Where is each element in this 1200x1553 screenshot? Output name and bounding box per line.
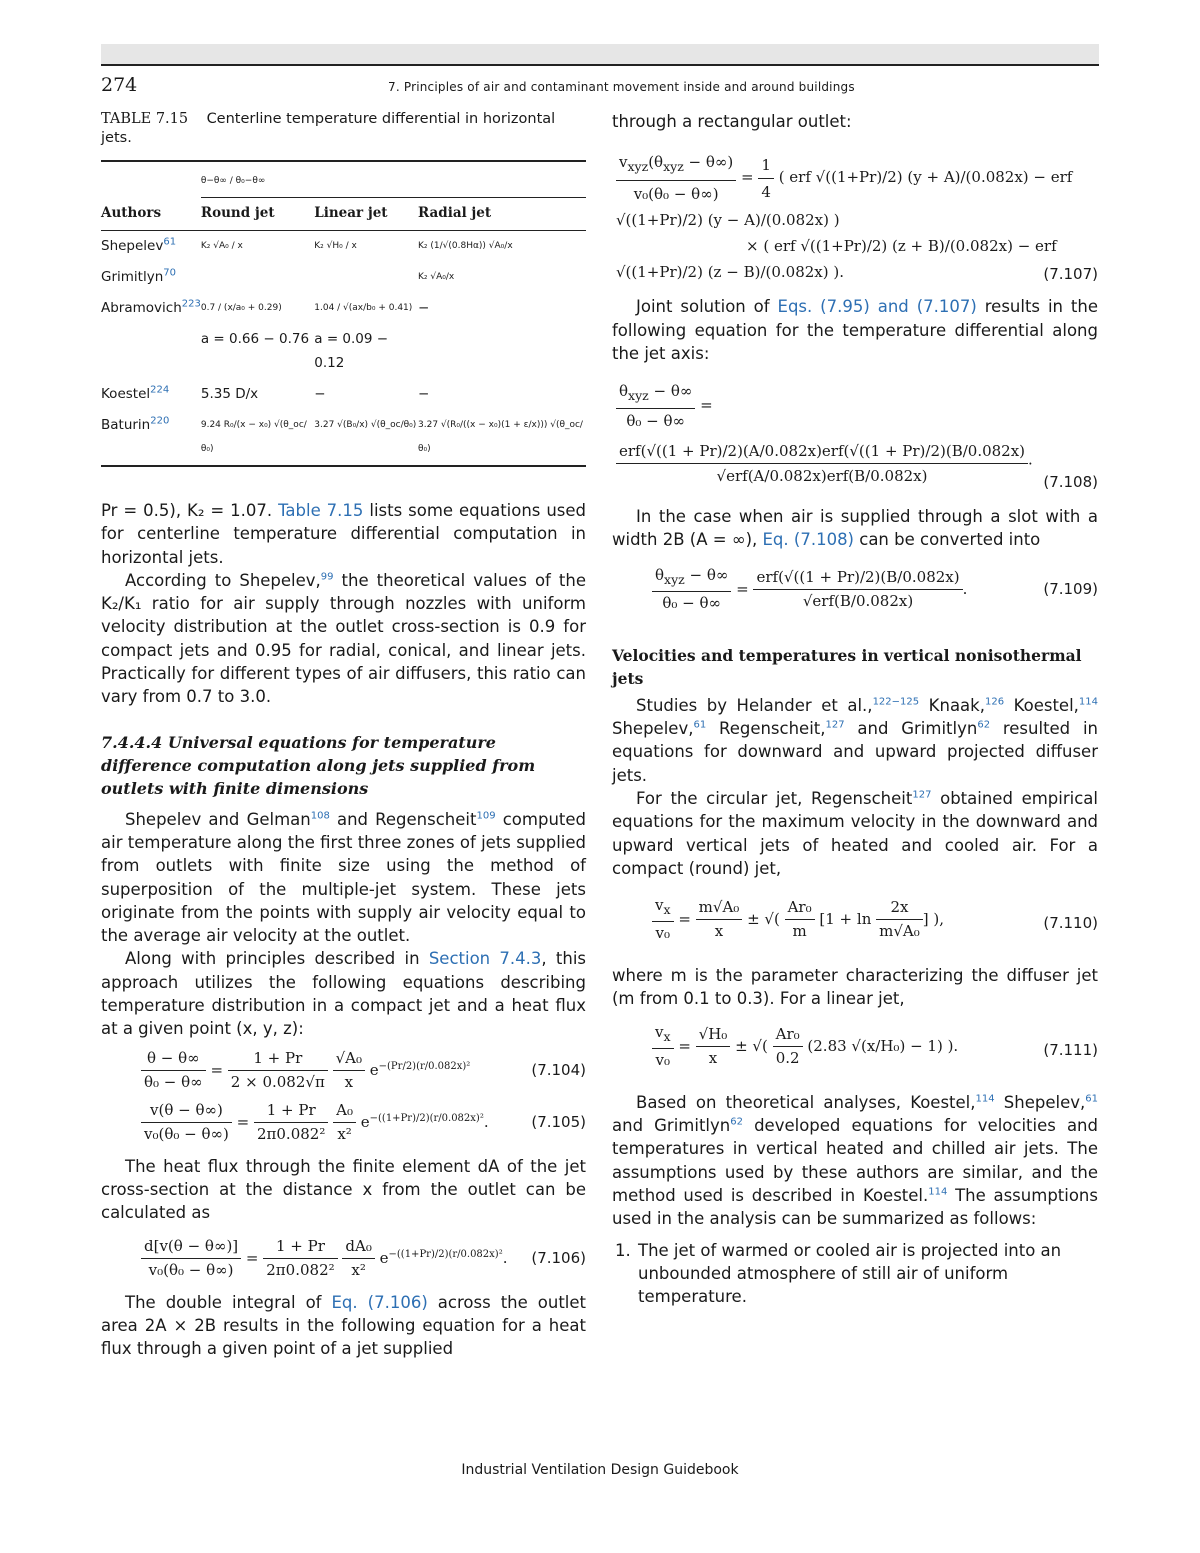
table-row: Baturin$^{220}$ 9.24 R₀/(x − x₀) √(θ_oc/θ₀) 3.27 √(B₀/x) √(θ_oc/θ₀) 3.27 √(R₀/((x − x₀)(1 + ε/x))) √(θ_oc/θ₀) xyxy=(101,410,586,466)
equation-link[interactable]: Eqs. (7.95) and (7.107) xyxy=(777,297,977,317)
paragraph: Based on theoretical analyses, Koestel,$^{114}$ Shepelev,$^{61}$ and Grimitlyn$^{62}$ developed equations for velocities and temperatures in vertical heated and chilled air jets. The assumptions used by these authors are similar, and the method used is described in Koestel.$^{114}$ The assumptions used in the analysis can be summarized as follows: xyxy=(612,1092,1098,1229)
equation-7-107: $\frac{v_{xyz}(\theta_{xyz} - \theta\infty)}{\text{v₀(θ₀ − θ∞)}}$ = $\frac{1}{4}$ ( erf √((1+Pr)/2) (y + A)/(0.082x) − erf √((1+Pr)/2) (y − A)/(0.082x) ) × ( erf √((1+Pr)/2) (z + B)/(0.082x) − erf √((1+Pr)/2) (z − B)/(0.082x) ). (7.107) xyxy=(612,139,1098,289)
table-7-15 xyxy=(101,160,586,467)
page-footer: Industrial Ventilation Design Guidebook xyxy=(461,1462,739,1478)
section-link[interactable]: Section 7.4.3 xyxy=(428,949,542,969)
paragraph: Shepelev and Gelman$^{108}$ and Regenscheit$^{109}$ computed air temperature along the first three zones of jets supplied from outlets with finite size using the method of superposition of the multiple-jet system. These jets originate from the points with supply air velocity equal to the average air velocity at the outlet. xyxy=(101,809,587,946)
page-number: 274 xyxy=(101,74,138,96)
table-caption xyxy=(101,110,586,148)
equation-link[interactable]: Eq. (7.108) xyxy=(762,530,854,550)
paragraph: Joint solution of Eqs. (7.95) and (7.107) results in the following equation for the temperature differential along the jet axis: xyxy=(612,297,1098,363)
col-round-jet: Round jet xyxy=(201,198,314,230)
table-row: a = 0.66 − 0.76 a = 0.09 − 0.12 xyxy=(200,331,389,371)
paragraph: According to Shepelev,$^{99}$ the theoretical values of the K₂/K₁ ratio for air supply through nozzles with uniform velocity distribution at the outlet cross-section is 0.9 for compact jets and 0.95 for radial, conical, and linear jets. Practically for different types of air diffusers, this ratio can vary from 0.7 to 3.0. xyxy=(101,570,586,707)
col-authors: Authors xyxy=(101,205,162,222)
subsection-heading: Velocities and temperatures in vertical nonisothermal jets xyxy=(612,645,1082,688)
table-caption-text: Centerline temperature differential in horizontal jets. xyxy=(101,111,556,146)
right-column xyxy=(612,110,1098,1308)
table-row: Abramovich$^{223}$ 0.7 / (x/a₀ + 0.29) 1.04 / √(ax/b₀ + 0.41) − xyxy=(101,298,430,317)
table-row: Koestel$^{224}$ 5.35 D/x − − xyxy=(101,384,430,403)
equation-link[interactable]: Eq. (7.106) xyxy=(331,1292,428,1312)
paragraph: Studies by Helander et al.,$^{122-125}$ Knaak,$^{126}$ Koestel,$^{114}$ Shepelev,$^{61}$ Regenscheit,$^{127}$ and Grimitlyn$^{62}$ resulted in equations for downward and upward projected diffuser jets. xyxy=(612,695,1099,785)
table-row: Shepelev$^{61}$ K₂ √A₀ / x K₂ √H₀ / x K₂ (1/√(0.8Hα)) √A₀/x xyxy=(101,230,586,262)
paragraph: through a rectangular outlet: xyxy=(612,112,852,131)
equation-7-108: $\frac{\theta_{xyz} - \theta\infty}{\text{θ₀ − θ∞}}$ = $\frac{\text{erf(√((1 + Pr)/2)(A/0.082x)erf(√((1 + Pr)/2)(B/0.082x)}}{\text{√erf(A/0.082x)erf(B/0.082x)}}$ . (7.108) xyxy=(612,371,1098,499)
paragraph: The double integral of Eq. (7.106) across the outlet area 2A × 2B results in the following equation for a heat flux through a given point of a jet supplied xyxy=(101,1292,587,1359)
paragraph: In the case when air is supplied through a slot with a width 2B (A = ∞), Eq. (7.108) can be converted into xyxy=(612,507,1098,550)
equation-7-109: $\frac{\theta_{xyz} - \theta\infty}{\text{θ₀ − θ∞}}$ = $\frac{\text{erf(√((1 + Pr)/2)(B/0.082x)}}{\text{√erf(B/0.082x)}}$ . (7.109) xyxy=(612,564,1098,620)
ratio-header: θ−θ∞ / θ₀−θ∞ xyxy=(200,176,266,186)
table-row: Grimitlyn$^{70}$ K₂ √A₀/x xyxy=(101,267,455,285)
equation-7-104: $\frac{\theta - \theta\infty}{\text{θ₀ − θ∞}}$ = $\frac{1 + Pr}{2 \times 0.082√\pi}$ $\frac{\text{√A₀}}{x}$ $e^{-(Pr/2)(r/0.082x)^2}$ (7.104) xyxy=(101,1047,586,1093)
table-link[interactable]: Table 7.15 xyxy=(278,500,364,520)
paragraph: Along with principles described in Section 7.4.3, this approach utilizes the following equations describing temperature distribution in a compact jet and a heat flux at a given point (x, y, z): xyxy=(101,949,586,1039)
section-heading: 7.4.4.4 Universal equations for temperature difference computation along jets supplied from outlets with finite dimensions xyxy=(101,732,536,798)
page-top-bar xyxy=(101,44,1099,66)
left-column xyxy=(101,110,586,1360)
equation-7-111: $\frac{v_x}{\text{v₀}}$ = $\frac{\text{√H₀}}{x}$ ± √( $\frac{\text{Ar₀}}{0.2}$ (2.83 √(x/H₀) − 1) ). (7.111) xyxy=(612,1021,1098,1085)
table-label: TABLE 7.15 xyxy=(101,111,189,127)
list-item: 1. The jet of warmed or cooled air is projected into an unbounded atmosphere of still air of uniform temperature. xyxy=(636,1239,1098,1309)
equation-7-106: $\frac{d[v(\theta - \theta\infty)]}{\text{v₀(θ₀ − θ∞)}}$ = $\frac{1 + Pr}{\text{2π0.082²}}$ $\frac{\text{dA₀}}{\text{x²}}$ $e^{-((1+Pr)/2)(r/0.082x)^2}$. (7.106) xyxy=(101,1235,586,1281)
paragraph: The heat flux through the finite element dA of the jet cross-section at the distance x from the outlet can be calculated as xyxy=(101,1156,586,1223)
paragraph: where m is the parameter characterizing the diffuser jet (m from 0.1 to 0.3). For a linear jet, xyxy=(612,966,1098,1009)
col-linear-jet: Linear jet xyxy=(314,198,418,230)
paragraph: Pr = 0.5), K₂ = 1.07. Table 7.15 lists some equations used for centerline temperature differential computation in horizontal jets. xyxy=(101,500,587,567)
col-radial-jet: Radial jet xyxy=(418,198,586,230)
running-title: 7. Principles of air and contaminant movement inside and around buildings xyxy=(388,80,855,94)
equation-7-105: $\frac{v(\theta - \theta\infty)}{\text{v₀(θ₀ − θ∞)}}$ = $\frac{1 + Pr}{\text{2π0.082²}}$ $\frac{\text{A₀}}{\text{x²}}$ $e^{-((1+Pr)/2)(r/0.082x)^2}$. (7.105) xyxy=(101,1099,586,1145)
assumptions-list xyxy=(612,1239,1098,1309)
equation-7-110: $\frac{v_x}{\text{v₀}}$ = $\frac{\text{m√A₀}}{x}$ ± √( $\frac{\text{Ar₀}}{m}$ [1 + ln $\frac{2x}{\text{m√A₀}}$ ] ), (7.110) xyxy=(612,894,1098,958)
paragraph: For the circular jet, Regenscheit$^{127}$ obtained empirical equations for the maximum velocity in the downward and upward vertical jets of heated and cooled air. For a compact (round) jet, xyxy=(612,788,1098,878)
